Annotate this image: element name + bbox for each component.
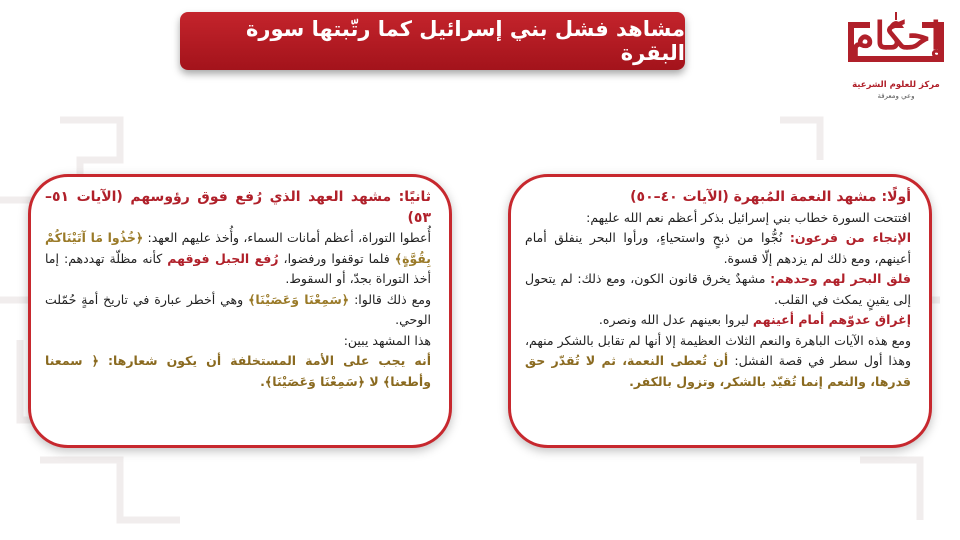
- paragraph-text: ومع ذلك قالوا:: [349, 291, 431, 307]
- paragraph: [525, 310, 911, 331]
- paragraph-text: نُجُّوا من ذبحٍ واستحياءٍ، ورأوا البحر ينفلق أمام أعينهم، ومع ذلك لم يزدهم إلّا قسوة.: [525, 230, 911, 266]
- paragraph: هذا المشهد يبين:: [343, 332, 431, 348]
- logo-word: إحكام: [850, 13, 942, 58]
- highlight-label: فلق البحر لهم وحدهم:: [770, 271, 911, 286]
- card-heading: ثانيًا: مشهد العهد الذي رُفع فوق رؤوسهم (الآيات ٥١–٥٣): [45, 189, 431, 226]
- paragraph-text: أُعطوا التوراة، أعظم أمانات السماء، وأُخذ عليهم العهد:: [143, 230, 431, 245]
- highlight-label: إغراق عدوّهم أمام أعينهم: [752, 312, 911, 327]
- paragraph-text: ومع هذه الآيات الباهرة والنعم الثلاث العظيمة إلا أنها لم تقابل بالشكر منهم، وهذا أول سطر في قصة الفشل:: [525, 332, 911, 368]
- paragraph-text: ليروا بعينهم عدل الله ونصره.: [598, 312, 753, 327]
- quran-quote: ﴿سَمِعْنَا وَعَصَيْنَا﴾: [248, 291, 350, 307]
- logo-tagline: وعي ومعرفة: [877, 92, 915, 100]
- highlight-label: رُفع الجبل فوقهم: [167, 250, 279, 266]
- highlight-label: الإنجاء من فرعون:: [789, 230, 911, 245]
- paragraph: افتتحت السورة خطاب بني إسرائيل بذكر أعظم نعم الله عليهم:: [586, 209, 911, 225]
- card-heading: أولًا: مشهد النعمة المُبهرة (الآيات ٤٠–٥٠): [630, 189, 911, 205]
- paragraph-text: فلما توقفوا ورفضوا،: [278, 250, 395, 266]
- card-first-scene: [508, 174, 932, 448]
- logo: [842, 8, 950, 104]
- paragraph-text: وهي أخطر عبارة في تاريخ أمةٍ حُمّلت الوحي.: [45, 291, 431, 327]
- title-banner: [180, 12, 685, 70]
- paragraph: [45, 290, 431, 331]
- paragraph: [45, 228, 431, 290]
- paragraph: [525, 269, 911, 310]
- paragraph: [525, 228, 911, 269]
- card-second-scene: [28, 174, 452, 448]
- logo-subtitle: مركز للعلوم الشرعية: [852, 80, 940, 90]
- page-title: مشاهد فشل بني إسرائيل كما رتّبتها سورة البقرة: [245, 17, 685, 65]
- quran-quote: ﴿خُذُوا مَا آتَيْنَاكُمْ بِقُوَّةٍ﴾: [45, 230, 431, 266]
- paragraph: [525, 331, 911, 393]
- conclusion-text: أن تُعطى النعمة، ثم لا تُقدّر حق قدرها، والنعم إنما تُقيّد بالشكر، وتزول بالكفر.: [525, 353, 911, 389]
- conclusion-text: أنه يجب على الأمة المستخلفة أن يكون شعارها: ﴿ سمعنا وأطعنا﴾ لا ﴿سَمِعْنَا وَعَصَيْنَا﴾.: [45, 353, 431, 389]
- paragraph-text: كأنه مظلّة تهددهم: إما أخذ التوراة بجدّ، أو السقوط.: [45, 250, 431, 286]
- paragraph-text: مشهدٌ يخرق قانون الكون، ومع ذلك: لم يتحول إلى يقينٍ يمكث في القلب.: [525, 271, 911, 307]
